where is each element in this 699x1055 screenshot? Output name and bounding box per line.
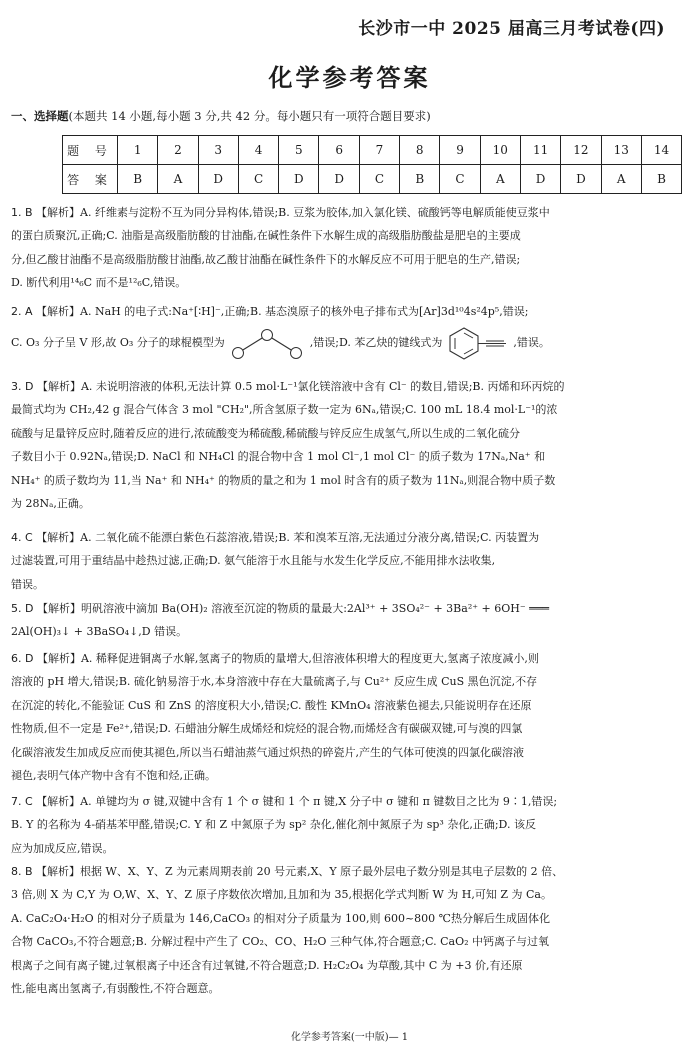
explanation-line: D. 断代利用¹⁴₆C 而不是¹²₆C,错误。: [11, 276, 187, 290]
question-number: 6. D: [11, 652, 34, 665]
explanation-line: 为 28Nₐ,正确。: [11, 497, 90, 511]
answer-cell: D: [520, 165, 560, 194]
question-4: [11, 526, 689, 596]
explanation-line: 合物 CaCO₃,不符合题意;B. 分解过程中产生了 CO₂、CO、H₂O 三种气体,符合题意;C. CaO₂ 中钙离子与过氧: [11, 935, 550, 949]
page-title: 化学参考答案: [268, 64, 431, 92]
section-desc: (本题共 14 小题,每小题 3 分,共 42 分。每小题只有一项符合题目要求): [68, 109, 431, 123]
question-number-cell: 12: [561, 136, 601, 165]
question-number: 3. D: [11, 380, 34, 393]
explanation-line: 2Al(OH)₃↓ + 3BaSO₄↓,D 错误。: [11, 625, 188, 639]
question-number-cell: 9: [440, 136, 480, 165]
explanation-line: ,错误。: [513, 336, 550, 350]
answer-table: [62, 135, 682, 194]
explanation-line: 错误。: [11, 577, 44, 591]
answer-cell: B: [400, 165, 440, 194]
explanation-line: 的蛋白质聚沉,正确;C. 油脂是高级脂肪酸的甘油酯,在碱性条件下水解生成的高级脂肪酸盐是肥皂的主要成: [11, 229, 521, 243]
question-number: 5. D: [11, 602, 34, 615]
answer-cell: D: [561, 165, 601, 194]
question-number: 7. C: [11, 795, 33, 808]
explanation-line: 在沉淀的转化,不能验证 CuS 和 ZnS 的溶度积大小,错误;C. 酸性 KMnO₄ 溶液紫色褪去,只能说明存在还原: [11, 698, 532, 712]
explanation-line: 【解析】根据 W、X、Y、Z 为元素周期表前 20 号元素,X、Y 原子最外层电子数分别是其电子层数的 2 倍、: [36, 865, 564, 878]
question-number-cell: 1: [118, 136, 158, 165]
explanation-line: B. Y 的名称为 4-硝基苯甲醛,错误;C. Y 和 Z 中氮原子为 sp² 杂化,催化剂中氮原子为 sp³ 杂化,正确;D. 该反: [11, 818, 536, 832]
question-number-cell: 5: [279, 136, 319, 165]
question-8: [11, 860, 689, 1000]
explanation-line: 分,但乙酸甘油酯不是高级脂肪酸甘油酯,故乙酸甘油酯在碱性条件下的水解反应不可用于肥皂的生产,错误;: [11, 252, 521, 266]
explanation-line: NH₄⁺ 的质子数均为 11,当 Na⁺ 和 NH₄⁺ 的物质的量之和为 1 mol 时含有的质子数为 11Nₐ,则混合物中质子数: [11, 473, 556, 487]
explanation-line: 硫酸与足量锌反应时,随着反应的进行,浓硫酸变为稀硫酸,稀硫酸与锌反应生成氢气,所以生成的二氧化硫分: [11, 426, 520, 440]
ozone-ball-stick-model-icon: [228, 327, 306, 359]
explanation-line: ,错误;D. 苯乙炔的键线式为: [309, 336, 443, 350]
question-number-cell: 3: [198, 136, 238, 165]
answer-cell: A: [480, 165, 520, 194]
question-5: [11, 597, 689, 644]
explanation-line: 最简式均为 CH₂,42 g 混合气体含 3 mol "CH₂",所含氢原子数一定为 6Nₐ,错误;C. 100 mL 18.4 mol·L⁻¹的浓: [11, 403, 558, 417]
question-number: 2. A: [11, 305, 33, 318]
question-number-cell: 10: [480, 136, 520, 165]
answer-cell: B: [641, 165, 681, 194]
explanation-line: A. CaC₂O₄·H₂O 的相对分子质量为 146,CaCO₃ 的相对分子质量为 100,则 600~800 ℃热分解后生成固体化: [11, 911, 550, 925]
answer-table-number-row: [63, 136, 682, 165]
question-7: [11, 790, 689, 860]
explanation-line: 【解析】A. 纤维素与淀粉不互为同分异构体,错误;B. 豆浆为胶体,加入氯化镁、硫酸钙等电解质能使豆浆中: [36, 206, 550, 219]
explanation-line: 应为加成反应,错误。: [11, 841, 114, 855]
explanation-line: 性物质,但不一定是 Fe²⁺,错误;D. 石蜡油分解生成烯烃和烷烃的混合物,而烯烃含有碳碳双键,可与溴的四氯: [11, 722, 523, 736]
question-number: 1. B: [11, 206, 33, 219]
answer-cell: D: [319, 165, 359, 194]
explanation-line: 性,能电离出氢离子,有弱酸性,不符合题意。: [11, 982, 220, 996]
section-label: 一、选择题: [11, 109, 69, 123]
question-number-cell: 14: [641, 136, 681, 165]
explanation-line: 根离子之间有离子键,过氧根离子中还含有过氧键,不符合题意;D. H₂C₂O₄ 为草酸,其中 C 为 +3 价,有还原: [11, 958, 523, 972]
answer-cell: D: [198, 165, 238, 194]
explanation-line: 【解析】明矾溶液中滴加 Ba(OH)₂ 溶液至沉淀的物质的量最大:2Al³⁺ + 3SO₄²⁻ + 3Ba²⁺ + 6OH⁻ ═══: [36, 602, 550, 615]
explanation-line: 褪色,表明气体产物中含有不饱和烃,正确。: [11, 769, 216, 783]
explanation-line: 【解析】A. 二氧化硫不能漂白紫色石蕊溶液,错误;B. 苯和溴苯互溶,无法通过分液分离,错误;C. 丙装置为: [36, 531, 540, 544]
row-label-answer: 答 案: [63, 165, 118, 194]
question-number-cell: 8: [400, 136, 440, 165]
answer-table-answer-row: [63, 165, 682, 194]
answer-cell: B: [118, 165, 158, 194]
question-number-cell: 6: [319, 136, 359, 165]
question-2: [11, 300, 689, 363]
question-number-cell: 11: [520, 136, 560, 165]
question-6: [11, 647, 689, 787]
explanation-line: 【解析】A. 稀释促进铜离子水解,氢离子的物质的量增大,但溶液体积增大的程度更大,氢离子浓度减小,则: [36, 652, 539, 665]
question-number-cell: 2: [158, 136, 198, 165]
question-number-cell: 13: [601, 136, 641, 165]
answer-cell: C: [440, 165, 480, 194]
explanation-line: 过滤装置,可用于重结晶中趁热过滤,正确;D. 氨气能溶于水且能与水发生化学反应,不能用排水法收集,: [11, 554, 496, 568]
question-number: 4. C: [11, 531, 33, 544]
question-number-cell: 4: [238, 136, 278, 165]
explanation-line: 子数目小于 0.92Nₐ,错误;D. NaCl 和 NH₄Cl 的混合物中含 1 mol Cl⁻,1 mol Cl⁻ 的质子数为 17Nₐ,Na⁺ 和: [11, 450, 546, 464]
question-3: [11, 375, 689, 515]
page-footer: 化学参考答案(一中版)— 1: [290, 1032, 409, 1043]
exam-header: 长沙市一中 2025 届高三月考试卷(四): [358, 19, 665, 39]
section-heading: [11, 108, 431, 124]
question-number-cell: 7: [359, 136, 399, 165]
explanation-line: 溶液的 pH 增大,错误;B. 硫化钠易溶于水,本身溶液中存在大量硫离子,与 Cu²⁺ 反应生成 CuS 黑色沉淀,不存: [11, 675, 538, 689]
explanation-line: 【解析】A. 单键均为 σ 键,双键中含有 1 个 σ 键和 1 个 π 键,X 分子中 σ 键和 π 键数目之比为 9∶1,错误;: [36, 795, 558, 808]
answer-cell: D: [279, 165, 319, 194]
explanation-line: 【解析】A. NaH 的电子式:Na⁺[∶H]⁻,正确;B. 基态溴原子的核外电子排布式为[Ar]3d¹⁰4s²4p⁵,错误;: [36, 305, 529, 318]
question-number: 8. B: [11, 865, 33, 878]
explanation-line: C. O₃ 分子呈 V 形,故 O₃ 分子的球棍模型为: [11, 336, 225, 350]
explanation-line: 3 倍,则 X 为 C,Y 为 O,W、X、Y、Z 原子序数依次增加,且加和为 35,根据化学式判断 W 为 H,可知 Z 为 Ca。: [11, 888, 552, 902]
answer-cell: C: [238, 165, 278, 194]
explanation-line: 化碳溶液发生加成反应而使其褪色,所以当石蜡油蒸气通过炽热的碎瓷片,产生的气体可使溴的四氯化碳溶液: [11, 745, 524, 759]
answer-cell: C: [359, 165, 399, 194]
explanation-line: 【解析】A. 未说明溶液的体积,无法计算 0.5 mol·L⁻¹氯化镁溶液中含有 Cl⁻ 的数目,错误;B. 丙烯和环丙烷的: [36, 380, 565, 393]
question-1: [11, 201, 689, 295]
row-label-number: 题 号: [63, 136, 118, 165]
answer-cell: A: [601, 165, 641, 194]
phenylacetylene-structure-icon: [446, 325, 510, 361]
answer-cell: A: [158, 165, 198, 194]
